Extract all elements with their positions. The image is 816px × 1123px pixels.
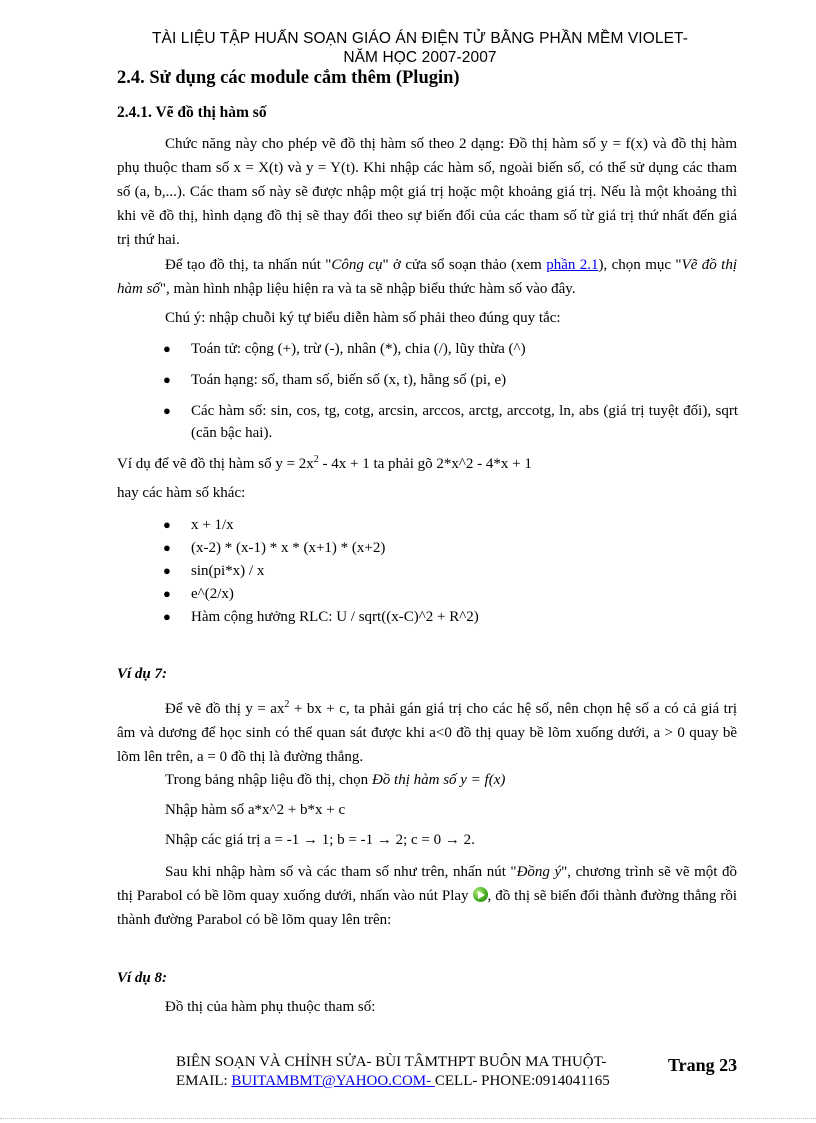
header-line-2: NĂM HỌC 2007-2007: [343, 49, 497, 66]
bullet-icon: ●: [163, 586, 171, 601]
bullet-icon: ●: [163, 563, 171, 578]
func-item: ● (x-2) * (x-1) * x * (x+1) * (x+2): [163, 537, 738, 559]
footer-line-2: EMAIL: BUITAMBMT@YAHOO.COM- CELL- PHONE:0914041165: [176, 1073, 610, 1089]
func-item: ● sin(pi*x) / x: [163, 560, 738, 582]
email-link[interactable]: BUITAMBMT@YAHOO.COM-: [231, 1073, 435, 1089]
menu-item-label: Vẽ đồ thị hàm số: [117, 257, 737, 297]
play-icon: [473, 887, 488, 902]
section-title: 2.4. Sử dụng các module cắm thêm (Plugin): [117, 68, 460, 88]
page-number: Trang 23: [668, 1055, 738, 1075]
func-item: ● Hàm cộng hưởng RLC: U / sqrt((x-C)^2 + R^2): [163, 606, 738, 628]
example8-title: Ví dụ 8:: [117, 970, 168, 986]
example7-step-2: Nhập hàm số a*x^2 + b*x + c: [165, 802, 346, 818]
other-funcs-intro: hay các hàm số khác:: [117, 485, 246, 501]
create-graph-paragraph: Để tạo đồ thị, ta nhấn nút "Công cụ" ở cửa sổ soạn thảo (xem phần 2.1), chọn mục "Vẽ đồ thị hàm số", màn hình nhập liệu hiện ra và ta sẽ nhập biểu thức hàm số vào đây.: [117, 257, 737, 297]
tool-button-label: Công cụ: [331, 257, 383, 273]
footer-line-1: BIÊN SOẠN VÀ CHỈNH SỬA- BÙI TÂMTHPT BUÔN MA THUỘT-: [176, 1054, 607, 1070]
example-line: Ví dụ để vẽ đồ thị hàm số $y = 2x^2 - 4x + 1$ ta phải gõ 2*x^2 - 4*x + 1: [117, 454, 532, 472]
section-link[interactable]: phần 2.1: [546, 257, 599, 273]
rule-item: ● Toán tử: cộng (+), trừ (-), nhân (*), chia (/), lũy thừa (^): [163, 338, 738, 360]
func-item: ● x + 1/x: [163, 514, 738, 536]
note-text: Chú ý: nhập chuỗi ký tự biểu diễn hàm số phải theo đúng quy tắc:: [165, 310, 561, 326]
bullet-icon: ●: [163, 372, 171, 387]
intro-paragraph: Chức năng này cho phép vẽ đồ thị hàm số theo 2 dạng: Đồ thị hàm số y = f(x) và đồ thị hàm phụ thuộc tham số x = X(t) và y = Y(t). Khi nhập các hàm số, ngoài biến số, có thể sử dụng các tham số (a, b,...). Các tham số này sẽ được nhập một giá trị hoặc một khoảng giá trị. Nếu là một khoảng thì khi vẽ đồ thị, hình dạng đồ thị sẽ thay đổi theo sự biến đổi của các tham số từ giá trị thứ nhất đến giá trị thứ hai.: [117, 136, 737, 248]
example8-text: Đồ thị của hàm phụ thuộc tham số:: [165, 999, 376, 1015]
example7-step-3: Nhập các giá trị a = -1 → 1; b = -1 → 2; c = 0 → 2.: [165, 832, 475, 848]
bullet-icon: ●: [163, 341, 171, 356]
bullet-icon: ●: [163, 540, 171, 555]
func-item: ● e^(2/x): [163, 583, 738, 605]
example7-title: Ví dụ 7:: [117, 666, 168, 682]
header-line-1: TÀI LIỆU TẬP HUẤN SOẠN GIÁO ÁN ĐIỆN TỬ BẰNG PHẦN MỀM VIOLET-: [151, 30, 688, 47]
example7-step-1: Trong bảng nhập liệu đồ thị, chọn Đồ thị hàm số y = f(x): [165, 772, 506, 788]
bullet-icon: ●: [163, 517, 171, 532]
page-bottom-divider: [0, 1118, 816, 1119]
example7-final-paragraph: Sau khi nhập hàm số và các tham số như trên, nhấn nút "Đồng ý", chương trình sẽ vẽ một đồ thị Parabol có bề lõm quay xuống dưới, nhấn vào nút Play , đồ thị sẽ biến đổi thành đường thẳng rồi thành đường Parabol có bề lõm quay lên trên:: [117, 864, 737, 928]
bullet-icon: ●: [163, 403, 171, 418]
agree-button-label: Đồng ý: [516, 864, 562, 880]
rule-item: ● Các hàm số: sin, cos, tg, cotg, arcsin, arccos, arctg, arccotg, ln, abs (giá trị tuyệt đối), sqrt (căn bậc hai).: [163, 400, 738, 444]
example7-paragraph: Để vẽ đồ thị $y = ax^2$ + bx + c, ta phải gán giá trị cho các hệ số, nên chọn hệ số a có cả giá trị âm và dương để học sinh có thể quan sát được khi a<0 đồ thị quay bề lõm xuống dưới, a > 0 quay bề lõm lên trên, a = 0 đồ thị là đường thẳng.: [117, 699, 737, 765]
subsection-title: 2.4.1. Vẽ đồ thị hàm số: [117, 104, 267, 121]
bullet-icon: ●: [163, 609, 171, 624]
rule-item: ● Toán hạng: số, tham số, biến số (x, t), hằng số (pi, e): [163, 369, 738, 391]
